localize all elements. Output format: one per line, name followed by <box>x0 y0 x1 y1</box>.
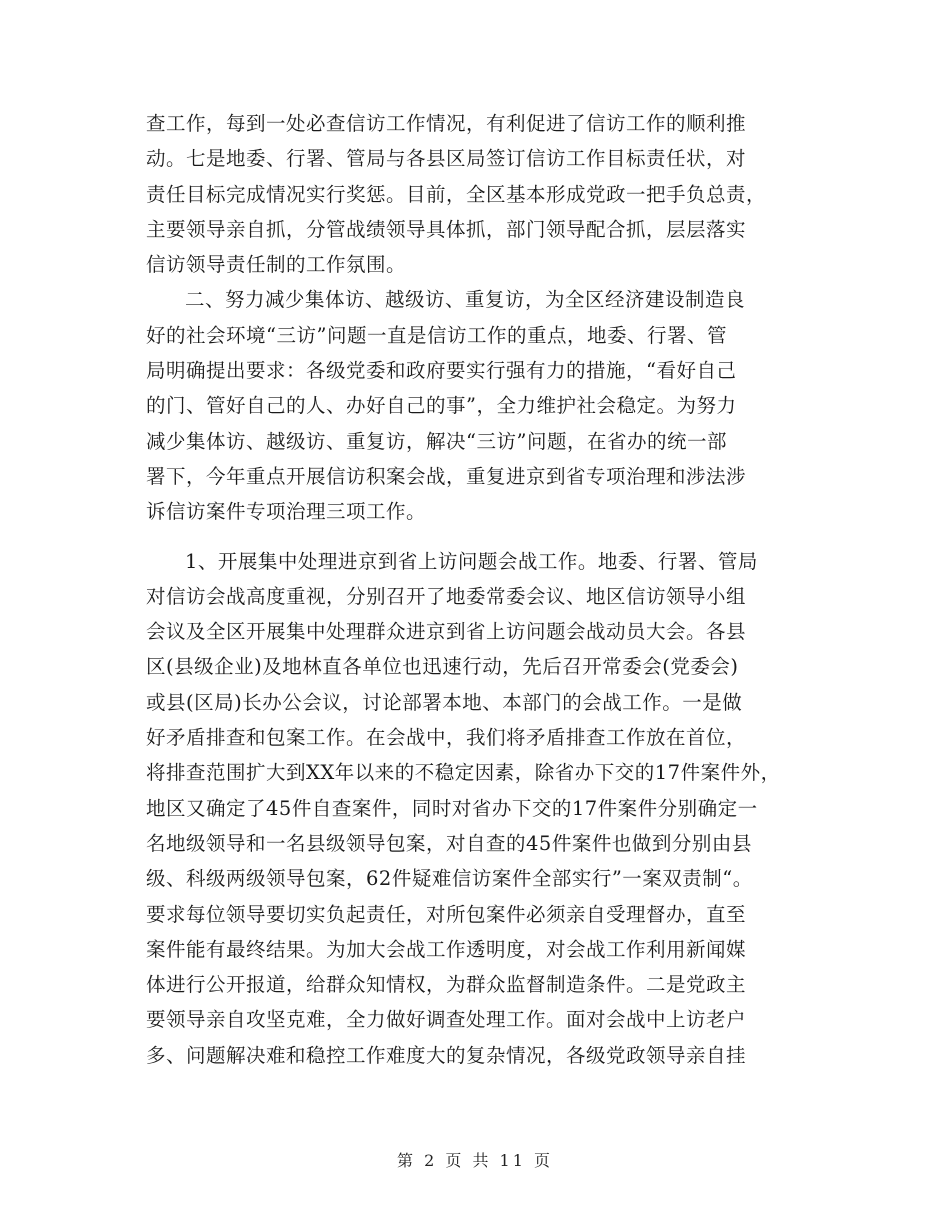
text-line: 名地级领导和一名县级领导包案，对自查的45件案件也做到分别由县 <box>146 831 752 855</box>
text-line: 责任目标完成情况实行奖惩。目前，全区基本形成党政一把手负总责， <box>146 182 767 206</box>
text-line: 地区又确定了45件自查案件，同时对省办下交的17件案件分别确定一 <box>146 796 758 820</box>
text-line: 对信访会战高度重视，分别召开了地委常委会议、地区信访领导小组 <box>146 584 747 608</box>
text-line: 级、科级两级领导包案，62件疑难信访案件全部实行”一案双责制“。 <box>146 867 753 891</box>
text-line: 好的社会环境“三访”问题一直是信访工作的重点，地委、行署、管 <box>146 323 727 347</box>
text-line: 要求每位领导要切实负起责任，对所包案件必须亲自受理督办，直至 <box>146 902 747 926</box>
page-number-footer: 第 2 页 共 11 页 <box>397 1151 553 1170</box>
text-line: 减少集体访、越级访、重复访，解决“三访”问题，在省办的统一部 <box>146 429 727 453</box>
text-line: 多、问题解决难和稳控工作难度大的复杂情况，各级党政领导亲自挂 <box>146 1043 747 1067</box>
text-line: 会议及全区开展集中处理群众进京到省上访问题会战动员大会。各县 <box>146 620 747 644</box>
text-line: 动。七是地委、行署、管局与各县区局签订信访工作目标责任状，对 <box>146 147 747 171</box>
section-heading-line: 二、努力减少集体访、越级访、重复访，为全区经济建设制造良 <box>185 288 746 312</box>
text-line: 案件能有最终结果。为加大会战工作透明度，对会战工作利用新闻媒 <box>146 937 747 961</box>
text-line: 体进行公开报道，给群众知情权，为群众监督制造条件。二是党政主 <box>146 973 747 997</box>
text-line: 或县(区局)长办公会议，讨论部署本地、本部门的会战工作。一是做 <box>146 690 743 714</box>
text-line: 区(县级企业)及地林直各单位也迅速行动，先后召开常委会(党委会) <box>146 655 739 679</box>
text-line: 署下，今年重点开展信访积案会战，重复进京到省专项治理和涉法涉 <box>146 464 747 488</box>
text-line: 的门、管好自己的人、办好自己的事”，全力维护社会稳定。为努力 <box>146 394 737 418</box>
paragraph-gap <box>146 530 836 544</box>
text-line: 局明确提出要求：各级党委和政府要实行强有力的措施，“看好自己 <box>146 359 737 383</box>
document-body <box>146 106 836 1073</box>
text-line: 查工作，每到一处必查信访工作情况，有利促进了信访工作的顺利推 <box>146 112 747 135</box>
text-line: 主要领导亲自抓，分管战绩领导具体抓，部门领导配合抓，层层落实 <box>146 217 747 241</box>
text-line: 信访领导责任制的工作氛围。 <box>146 253 407 277</box>
text-line: 诉信访案件专项治理三项工作。 <box>146 500 427 524</box>
text-line: 要领导亲自攻坚克难，全力做好调查处理工作。面对会战中上访老户 <box>146 1008 747 1032</box>
text-line: 将排查范围扩大到XX年以来的不稳定因素，除省办下交的17件案件外， <box>146 761 781 785</box>
subsection-heading-line: 1、开展集中处理进京到省上访问题会战工作。地委、行署、管局 <box>185 549 758 573</box>
text-line: 好矛盾排查和包案工作。在会战中，我们将矛盾排查工作放在首位， <box>146 726 747 750</box>
